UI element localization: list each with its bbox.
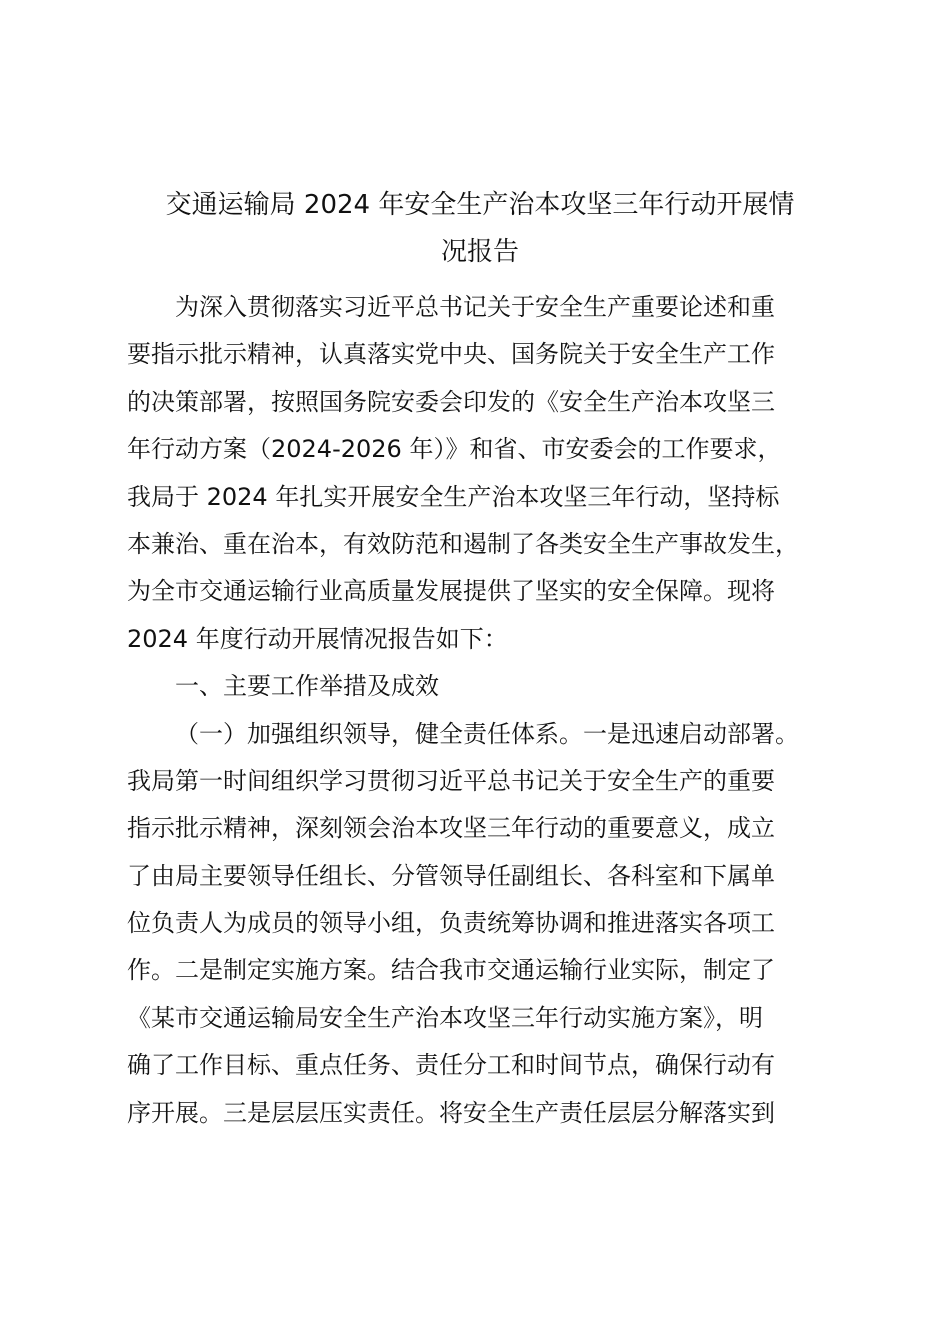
document-title <box>100 182 860 276</box>
text-line: 要指示批示精神，认真落实党中央、国务院关于安全生产工作 <box>127 340 775 369</box>
text-line: 本兼治、重在治本，有效防范和遏制了各类安全生产事故发生， <box>127 529 799 558</box>
text-line: 作。二是制定实施方案。结合我市交通运输行业实际，制定了 <box>127 956 775 985</box>
paragraph-organization <box>127 711 867 1138</box>
text-line: 年行动方案（2024-2026 年）》和省、市安委会的工作要求， <box>127 435 782 464</box>
text-line: 序开展。三是层层压实责任。将安全生产责任层层分解落实到 <box>127 1098 775 1127</box>
title-line-2: 况报告 <box>440 237 519 267</box>
text-line: 确了工作目标、重点任务、责任分工和时间节点，确保行动有 <box>127 1051 775 1080</box>
text-line: （一）加强组织领导，健全责任体系。一是迅速启动部署。 <box>175 719 799 748</box>
text-line: 《某市交通运输局安全生产治本攻坚三年行动实施方案》，明 <box>127 1003 763 1032</box>
text-line: 我局第一时间组织学习贯彻习近平总书记关于安全生产的重要 <box>127 766 775 795</box>
text-line: 我局于 2024 年扎实开展安全生产治本攻坚三年行动，坚持标 <box>127 482 780 511</box>
text-line: 2024 年度行动开展情况报告如下： <box>127 624 508 653</box>
title-line-1: 交通运输局 2024 年安全生产治本攻坚三年行动开展情 <box>165 190 795 220</box>
text-line: 指示批示精神，深刻领会治本攻坚三年行动的重要意义，成立 <box>127 814 775 843</box>
section-heading: 一、主要工作举措及成效 <box>175 672 439 701</box>
text-line: 了由局主要领导任组长、分管领导任副组长、各科室和下属单 <box>127 861 775 890</box>
text-line: 位负责人为成员的领导小组，负责统筹协调和推进落实各项工 <box>127 909 775 938</box>
paragraph-intro <box>127 284 867 663</box>
text-line: 的决策部署，按照国务院安委会印发的《安全生产治本攻坚三 <box>127 387 775 416</box>
document-body <box>127 284 867 1137</box>
text-line: 为深入贯彻落实习近平总书记关于安全生产重要论述和重 <box>175 293 775 321</box>
text-line: 为全市交通运输行业高质量发展提供了坚实的安全保障。现将 <box>127 577 775 606</box>
